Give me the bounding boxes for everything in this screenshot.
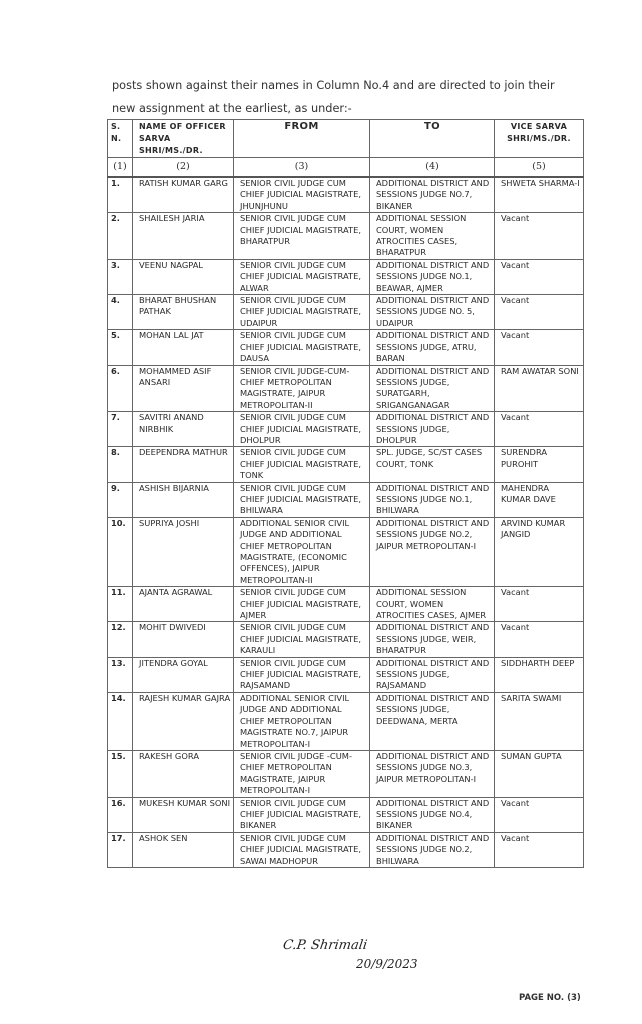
to-post: ADDITIONAL DISTRICT AND SESSIONS JUDGE NO.4, BIKANER: [370, 797, 495, 832]
from-post: ADDITIONAL SENIOR CIVIL JUDGE AND ADDITIONAL CHIEF METROPOLITAN MAGISTRATE NO.7, JAIPUR METROPOLITAN-I: [234, 692, 370, 750]
to-post: SPL. JUDGE, SC/ST CASES COURT, TONK: [370, 447, 495, 482]
from-post: SENIOR CIVIL JUDGE CUM CHIEF JUDICIAL MAGISTRATE, BHILWARA: [234, 482, 370, 517]
vice-officer: Vacant: [495, 259, 584, 294]
table-row: [108, 482, 584, 517]
vice-officer: Vacant: [495, 412, 584, 447]
officer-name: ASHOK SEN: [133, 832, 234, 867]
serial-number: 17.: [108, 832, 133, 867]
transfer-table: [107, 119, 584, 868]
vice-officer: SHWETA SHARMA-I: [495, 177, 584, 213]
to-post: ADDITIONAL DISTRICT AND SESSIONS JUDGE NO.2, JAIPUR METROPOLITAN-I: [370, 517, 495, 586]
from-post: SENIOR CIVIL JUDGE CUM CHIEF JUDICIAL MAGISTRATE, BHARATPUR: [234, 213, 370, 260]
vice-officer: ARVIND KUMAR JANGID: [495, 517, 584, 586]
table-row: [108, 412, 584, 447]
table-row: [108, 657, 584, 692]
officer-name: AJANTA AGRAWAL: [133, 587, 234, 622]
table-row: [108, 517, 584, 586]
header-from: FROM: [234, 120, 370, 158]
serial-number: 11.: [108, 587, 133, 622]
vice-officer: Vacant: [495, 213, 584, 260]
officer-name: RAJESH KUMAR GAJRA: [133, 692, 234, 750]
from-post: SENIOR CIVIL JUDGE CUM CHIEF JUDICIAL MAGISTRATE, KARAULI: [234, 622, 370, 657]
column-number: (3): [234, 158, 370, 178]
serial-number: 1.: [108, 177, 133, 213]
to-post: ADDITIONAL DISTRICT AND SESSIONS JUDGE, SURATGARH, SRIGANGANAGAR: [370, 365, 495, 412]
officer-name: BHARAT BHUSHAN PATHAK: [133, 295, 234, 330]
serial-number: 9.: [108, 482, 133, 517]
vice-officer: RAM AWATAR SONI: [495, 365, 584, 412]
serial-number: 14.: [108, 692, 133, 750]
to-post: ADDITIONAL DISTRICT AND SESSIONS JUDGE, DEEDWANA, MERTA: [370, 692, 495, 750]
table-row: [108, 797, 584, 832]
table-row: [108, 295, 584, 330]
to-post: ADDITIONAL DISTRICT AND SESSIONS JUDGE NO.1, BEAWAR, AJMER: [370, 259, 495, 294]
from-post: SENIOR CIVIL JUDGE CUM CHIEF JUDICIAL MAGISTRATE, SAWAI MADHOPUR: [234, 832, 370, 867]
to-post: ADDITIONAL DISTRICT AND SESSIONS JUDGE NO. 5, UDAIPUR: [370, 295, 495, 330]
to-post: ADDITIONAL DISTRICT AND SESSIONS JUDGE, WEIR, BHARATPUR: [370, 622, 495, 657]
from-post: SENIOR CIVIL JUDGE CUM CHIEF JUDICIAL MAGISTRATE, DHOLPUR: [234, 412, 370, 447]
from-post: SENIOR CIVIL JUDGE CUM CHIEF JUDICIAL MAGISTRATE, BIKANER: [234, 797, 370, 832]
officer-name: RAKESH GORA: [133, 750, 234, 797]
intro-line-1: posts shown against their names in Column No.4 and are directed to join their: [112, 79, 555, 92]
serial-number: 15.: [108, 750, 133, 797]
serial-number: 3.: [108, 259, 133, 294]
header-vice: VICE SARVA SHRI/MS./DR.: [495, 120, 584, 158]
officer-name: VEENU NAGPAL: [133, 259, 234, 294]
serial-number: 16.: [108, 797, 133, 832]
officer-name: MOHAMMED ASIF ANSARI: [133, 365, 234, 412]
header-to: TO: [370, 120, 495, 158]
to-post: ADDITIONAL DISTRICT AND SESSIONS JUDGE, DHOLPUR: [370, 412, 495, 447]
column-number: (4): [370, 158, 495, 178]
officer-name: JITENDRA GOYAL: [133, 657, 234, 692]
vice-officer: SARITA SWAMI: [495, 692, 584, 750]
vice-officer: Vacant: [495, 587, 584, 622]
from-post: SENIOR CIVIL JUDGE CUM CHIEF JUDICIAL MAGISTRATE, DAUSA: [234, 330, 370, 365]
to-post: ADDITIONAL DISTRICT AND SESSIONS JUDGE NO.7, BIKANER: [370, 177, 495, 213]
officer-name: DEEPENDRA MATHUR: [133, 447, 234, 482]
serial-number: 8.: [108, 447, 133, 482]
to-post: ADDITIONAL DISTRICT AND SESSIONS JUDGE, ATRU, BARAN: [370, 330, 495, 365]
to-post: ADDITIONAL DISTRICT AND SESSIONS JUDGE NO.1, BHILWARA: [370, 482, 495, 517]
table-row: [108, 259, 584, 294]
from-post: ADDITIONAL SENIOR CIVIL JUDGE AND ADDITIONAL CHIEF METROPOLITAN MAGISTRATE, (ECONOMIC OFFENCES), JAIPUR METROPOLITAN-II: [234, 517, 370, 586]
vice-officer: SIDDHARTH DEEP: [495, 657, 584, 692]
table-header-row: [108, 120, 584, 158]
officer-name: MUKESH KUMAR SONI: [133, 797, 234, 832]
serial-number: 13.: [108, 657, 133, 692]
vice-officer: SURENDRA PUROHIT: [495, 447, 584, 482]
vice-officer: Vacant: [495, 295, 584, 330]
officer-name: RATISH KUMAR GARG: [133, 177, 234, 213]
vice-officer: Vacant: [495, 797, 584, 832]
officer-name: SAVITRI ANAND NIRBHIK: [133, 412, 234, 447]
table-row: [108, 692, 584, 750]
table-row: [108, 177, 584, 213]
officer-name: MOHIT DWIVEDI: [133, 622, 234, 657]
table-row: [108, 750, 584, 797]
to-post: ADDITIONAL SESSION COURT, WOMEN ATROCITIES CASES, BHARATPUR: [370, 213, 495, 260]
header-name: NAME OF OFFICER SARVA SHRI/MS./DR.: [133, 120, 234, 158]
signature-date: 20/9/2023: [356, 957, 418, 971]
intro-line-2: new assignment at the earliest, as under:-: [112, 102, 352, 115]
intro-paragraph: [112, 74, 592, 120]
from-post: SENIOR CIVIL JUDGE CUM CHIEF JUDICIAL MAGISTRATE, AJMER: [234, 587, 370, 622]
table-row: [108, 330, 584, 365]
signature: C.P. Shrimali: [281, 938, 369, 953]
column-number: (2): [133, 158, 234, 178]
officer-name: ASHISH BIJARNIA: [133, 482, 234, 517]
to-post: ADDITIONAL DISTRICT AND SESSIONS JUDGE, RAJSAMAND: [370, 657, 495, 692]
vice-officer: Vacant: [495, 330, 584, 365]
from-post: SENIOR CIVIL JUDGE-CUM-CHIEF METROPOLITAN MAGISTRATE, JAIPUR METROPOLITAN-II: [234, 365, 370, 412]
from-post: SENIOR CIVIL JUDGE CUM CHIEF JUDICIAL MAGISTRATE, ALWAR: [234, 259, 370, 294]
serial-number: 4.: [108, 295, 133, 330]
table-row: [108, 213, 584, 260]
serial-number: 10.: [108, 517, 133, 586]
vice-officer: Vacant: [495, 832, 584, 867]
from-post: SENIOR CIVIL JUDGE CUM CHIEF JUDICIAL MAGISTRATE, RAJSAMAND: [234, 657, 370, 692]
serial-number: 2.: [108, 213, 133, 260]
to-post: ADDITIONAL SESSION COURT, WOMEN ATROCITIES CASES, AJMER: [370, 587, 495, 622]
from-post: SENIOR CIVIL JUDGE CUM CHIEF JUDICIAL MAGISTRATE, UDAIPUR: [234, 295, 370, 330]
serial-number: 12.: [108, 622, 133, 657]
column-number-row: [108, 158, 584, 178]
from-post: SENIOR CIVIL JUDGE -CUM- CHIEF METROPOLITAN MAGISTRATE, JAIPUR METROPOLITAN-I: [234, 750, 370, 797]
table-row: [108, 365, 584, 412]
column-number: (5): [495, 158, 584, 178]
header-sn: S. N.: [108, 120, 133, 158]
vice-officer: Vacant: [495, 622, 584, 657]
table-row: [108, 447, 584, 482]
from-post: SENIOR CIVIL JUDGE CUM CHIEF JUDICIAL MAGISTRATE, JHUNJHUNU: [234, 177, 370, 213]
serial-number: 6.: [108, 365, 133, 412]
officer-name: SHAILESH JARIA: [133, 213, 234, 260]
officer-name: SUPRIYA JOSHI: [133, 517, 234, 586]
officer-name: MOHAN LAL JAT: [133, 330, 234, 365]
from-post: SENIOR CIVIL JUDGE CUM CHIEF JUDICIAL MAGISTRATE, TONK: [234, 447, 370, 482]
to-post: ADDITIONAL DISTRICT AND SESSIONS JUDGE NO.3, JAIPUR METROPOLITAN-I: [370, 750, 495, 797]
table-row: [108, 622, 584, 657]
to-post: ADDITIONAL DISTRICT AND SESSIONS JUDGE NO.2, BHILWARA: [370, 832, 495, 867]
serial-number: 5.: [108, 330, 133, 365]
page-number: PAGE NO. (3): [519, 993, 581, 1003]
table-body: [108, 177, 584, 867]
vice-officer: MAHENDRA KUMAR DAVE: [495, 482, 584, 517]
vice-officer: SUMAN GUPTA: [495, 750, 584, 797]
table-row: [108, 832, 584, 867]
column-number: (1): [108, 158, 133, 178]
table-row: [108, 587, 584, 622]
serial-number: 7.: [108, 412, 133, 447]
